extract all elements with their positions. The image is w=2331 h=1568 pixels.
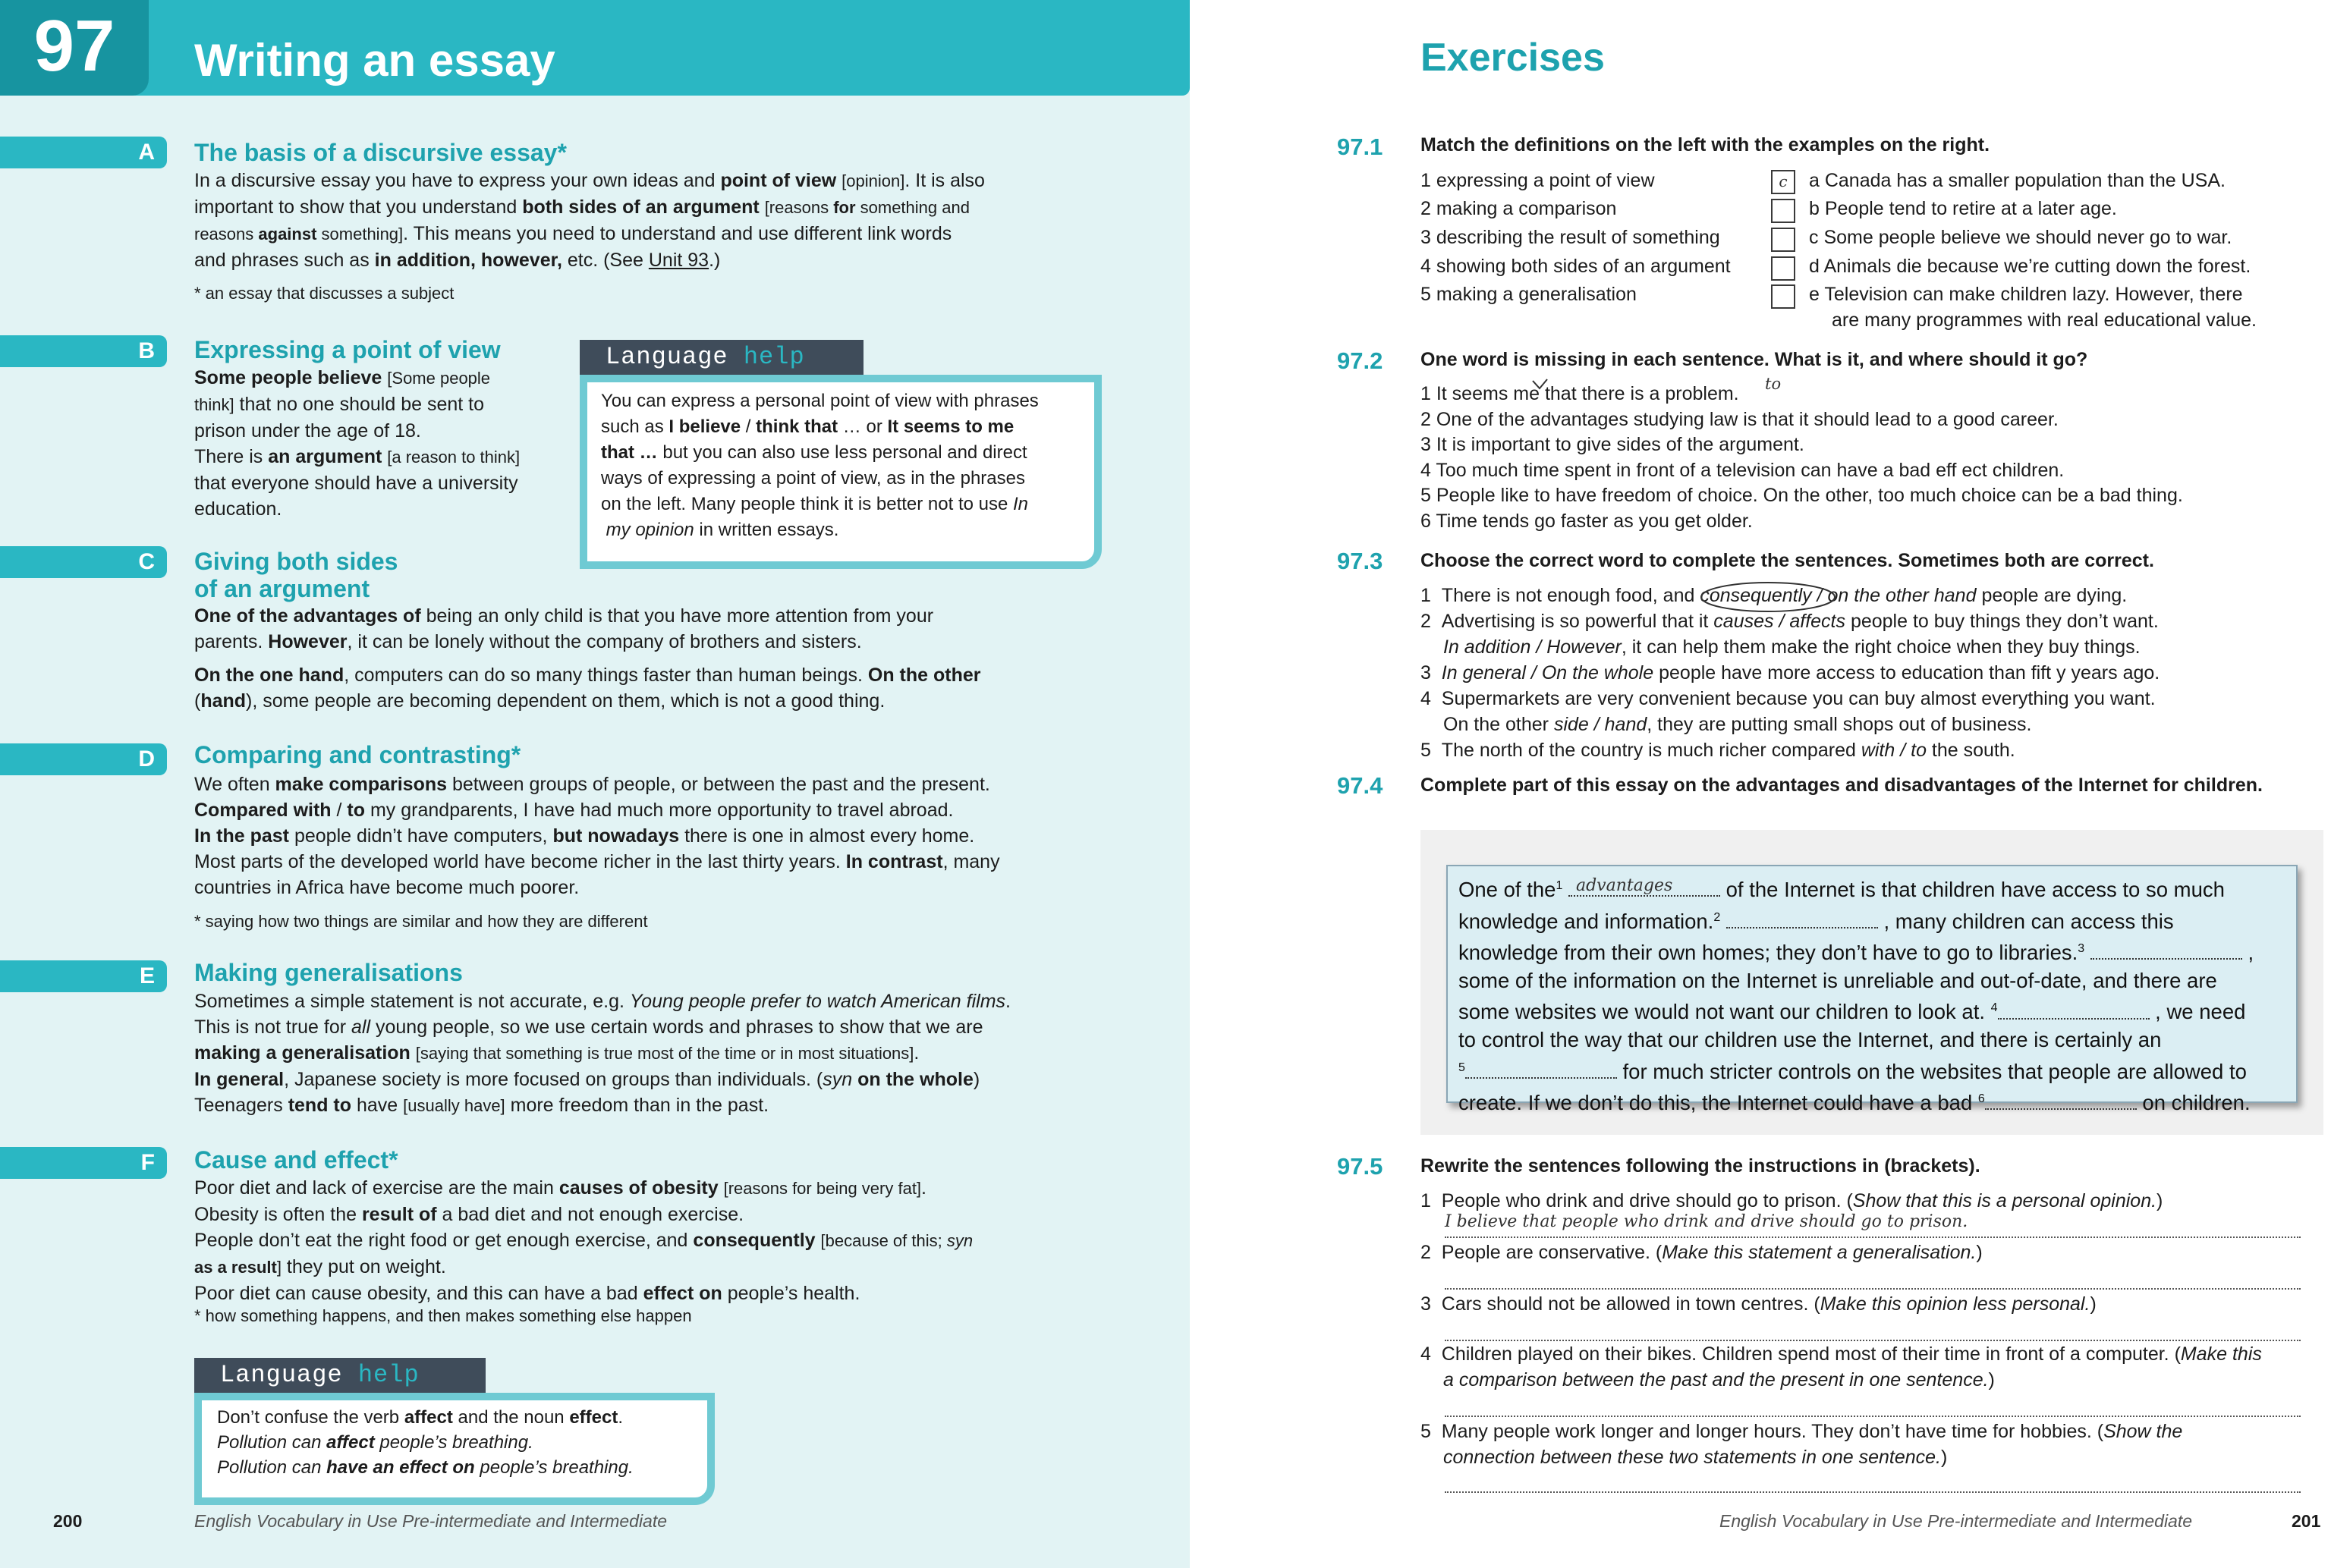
section-a-footnote: * an essay that discusses a subject bbox=[194, 284, 455, 303]
page-number-right: 201 bbox=[2292, 1511, 2321, 1531]
ex1-answer-box-4[interactable] bbox=[1771, 256, 1795, 281]
section-f-body: Poor diet and lack of exercise are the main causes of obesity [reasons for being very fat]. Obesity is often the result of a bad diet and not enough exercise. People don’t eat the right food or get enough exercise, and consequently [because of this; syn as a result] they put on weight. Poor diet can cause obesity, and this can have a bad effect on people’s health. bbox=[194, 1177, 974, 1304]
ex5-item-4: 4 Children played on their bikes. Children spend most of their time in front of a computer. (Make this a comparison between the past and the present in one sentence.) bbox=[1420, 1343, 2262, 1390]
exercise-97-2-instruction: One word is missing in each sentence. What is it, and where should it go? bbox=[1420, 349, 2088, 370]
exercise-97-5-instruction: Rewrite the sentences following the instructions in (brackets). bbox=[1420, 1155, 1980, 1177]
answer-circle-icon bbox=[1698, 580, 1838, 614]
section-f-heading: Cause and effect* bbox=[194, 1146, 398, 1174]
ex1-left-5: 5 making a generalisation bbox=[1420, 284, 1637, 305]
language-help-label-2: Language help bbox=[194, 1358, 486, 1393]
language-help-label-1: Language help bbox=[580, 340, 864, 375]
ex1-answer-box-2[interactable] bbox=[1771, 199, 1795, 223]
ex5-line-2[interactable] bbox=[1445, 1288, 2301, 1290]
ex2-item-6: 6 Time tends go faster as you get older. bbox=[1420, 511, 1753, 532]
section-a-body: In a discursive essay you have to express your own ideas and point of view [opinion]. It is also important to show that you understand both sides of an argument [reasons for something and reasons against something]. This means you need to understand and use different link words and phrases such as in addition, however, etc. (See Unit 93.) bbox=[194, 170, 985, 271]
exercise-97-4-instruction: Complete part of this essay on the advantages and disadvantages of the Internet for children. bbox=[1420, 775, 2263, 796]
section-e-heading: Making generalisations bbox=[194, 959, 463, 986]
exercises-title: Exercises bbox=[1420, 36, 1605, 80]
ex2-handwritten-answer: to bbox=[1765, 375, 1782, 393]
ex1-left-1: 1 expressing a point of view bbox=[1420, 170, 1655, 191]
ex1-left-3: 3 describing the result of something bbox=[1420, 227, 1720, 248]
ex1-right-d: d Animals die because we’re cutting down the forest. bbox=[1809, 256, 2251, 277]
ex1-right-c: c Some people believe we should never go to war. bbox=[1809, 227, 2232, 248]
section-b-body: Some people believe [Some people think] that no one should be sent to prison under the age of 18. There is an argument [a reason to think] that everyone should have a university education. bbox=[194, 367, 521, 520]
ex2-item-3: 3 It is important to give sides of the argument. bbox=[1420, 434, 1804, 455]
section-e-body: Sometimes a simple statement is not accurate, e.g. Young people prefer to watch American films. This is not true for all young people, so we use certain words and phrases to show that we are making a generalisation [saying that something is true most of the time or in most situations]. In general, Japanese society is more focused on groups than individuals. (syn on the whole) Teenagers tend to have [usually have] more freedom than in the past. bbox=[194, 991, 1011, 1116]
ex1-answer-box-3[interactable] bbox=[1771, 228, 1795, 252]
ex5-line-1[interactable] bbox=[1445, 1236, 2301, 1238]
section-letter-b: B bbox=[138, 338, 155, 363]
section-f-footnote: * how something happens, and then makes something else happen bbox=[194, 1306, 692, 1325]
exercise-97-3-instruction: Choose the correct word to complete the sentences. Sometimes both are correct. bbox=[1420, 550, 2154, 571]
section-d-body: We often make comparisons between groups of people, or between the past and the present. Compared with / to my grandparents, I have had much more opportunity to travel abroad. In the past people didn’t have computers, but nowadays there is one in almost every home. Most parts of the developed world have become richer in the last thirty years. In contrast, many countries in Africa have become much poorer. bbox=[194, 774, 1000, 898]
footer-book-title-right: English Vocabulary in Use Pre-intermediate and Intermediate bbox=[1719, 1511, 2193, 1531]
ex5-item-1: 1 People who drink and drive should go to prison. (Show that this is a personal opinion.) bbox=[1420, 1190, 2163, 1211]
section-a-heading: The basis of a discursive essay* bbox=[194, 139, 567, 166]
section-c-body: One of the advantages of being an only child is that you have more attention from your parents. However, it can be lonely without the company of brothers and sisters. On the one hand, computers can do so many things faster than human beings. On the other (hand), some people are becoming dependent on them, which is not a good thing. bbox=[194, 605, 981, 712]
exercise-number-97-1: 97.1 bbox=[1337, 134, 1383, 160]
exercise-number-97-4: 97.4 bbox=[1337, 772, 1383, 799]
ex1-right-e: e Television can make children lazy. However, there bbox=[1809, 284, 2243, 305]
exercise-97-1-instruction: Match the definitions on the left with the examples on the right. bbox=[1420, 134, 1990, 156]
section-d-footnote: * saying how two things are similar and how they are different bbox=[194, 912, 648, 931]
section-c-heading-line2: of an argument bbox=[194, 575, 370, 602]
ex5-item-5: 5 Many people work longer and longer hours. They don’t have time for hobbies. (Show the connection between these two statements in one sentence.) bbox=[1420, 1421, 2183, 1468]
insertion-caret-icon bbox=[1531, 378, 1549, 391]
ex2-item-5: 5 People like to have freedom of choice. On the other, too much choice can be a bad thing. bbox=[1420, 485, 2183, 506]
ex1-left-2: 2 making a comparison bbox=[1420, 198, 1617, 219]
ex5-line-5[interactable] bbox=[1445, 1491, 2301, 1493]
ex1-left-4: 4 showing both sides of an argument bbox=[1420, 256, 1731, 277]
exercise-number-97-5: 97.5 bbox=[1337, 1153, 1383, 1180]
ex1-answer-box-5[interactable] bbox=[1771, 284, 1795, 309]
exercise-number-97-3: 97.3 bbox=[1337, 548, 1383, 574]
ex5-item-3: 3 Cars should not be allowed in town centres. (Make this opinion less personal.) bbox=[1420, 1293, 2097, 1315]
ex2-item-1: 1 It seems me that there is a problem. bbox=[1420, 383, 1739, 404]
ex5-answer-1: I believe that people who drink and drive should go to prison. bbox=[1445, 1212, 1968, 1231]
essay-text: One of the$^1$ advantages of the Internet is that children have access to so much knowledge and information.$^2$ , many children can access this knowledge from their own homes; they don’t have to go to libraries.$^3$ , some of the information on the Internet is unreliable and out-of-date, and there are some websites we would not want our children to look at. $^4$ , we need to control the way that our children use the Internet, and there is certainly an $^5$ for much stricter controls on the websites that people are allowed to create. If we don’t do this, the Internet could have a bad $^6$ on children. bbox=[1458, 876, 2254, 1115]
section-b-heading: Expressing a point of view bbox=[194, 336, 501, 363]
ex1-answer-box-1[interactable]: c bbox=[1771, 170, 1795, 194]
ex1-right-b: b People tend to retire at a later age. bbox=[1809, 198, 2117, 219]
page-number-left: 200 bbox=[53, 1511, 83, 1531]
ex2-item-4: 4 Too much time spent in front of a television can have a bad eff ect children. bbox=[1420, 460, 2065, 481]
section-letter-d: D bbox=[138, 746, 155, 771]
section-letter-f: F bbox=[140, 1150, 155, 1175]
exercise-number-97-2: 97.2 bbox=[1337, 347, 1383, 374]
ex5-line-4[interactable] bbox=[1445, 1416, 2301, 1417]
section-d-heading: Comparing and contrasting* bbox=[194, 741, 521, 768]
ex3-items: 1 There is not enough food, and consequently / on the other hand people are dying. 2 Advertising is so powerful that it causes / affects people to buy things they don’t want. In addition / However, it can help them make the right choice when they buy things. 3 In general / On the whole people have more access to education than fift y years ago. 4 Supermarkets are very convenient because you can buy almost everything you want. On the other side / hand, they are putting small shops out of business. 5 The north of the country is much richer compared with / to the south. bbox=[1420, 585, 2160, 761]
ex5-item-2: 2 People are conservative. (Make this statement a generalisation.) bbox=[1420, 1242, 1983, 1263]
unit-title: Writing an essay bbox=[194, 35, 555, 86]
footer-book-title-left: English Vocabulary in Use Pre-intermediate and Intermediate bbox=[194, 1511, 668, 1531]
ex2-item-2: 2 One of the advantages studying law is that it should lead to a good career. bbox=[1420, 409, 2059, 430]
section-letter-c: C bbox=[138, 549, 155, 574]
unit-number: 97 bbox=[33, 5, 115, 86]
section-letter-a: A bbox=[138, 140, 155, 165]
language-help-text-2: Don’t confuse the verb affect and the noun effect. Pollution can affect people’s breathing. Pollution can have an effect on people’s breathing. bbox=[217, 1407, 634, 1478]
ex1-right-e-cont: are many programmes with real educational value. bbox=[1832, 310, 2257, 331]
ex1-right-a: a Canada has a smaller population than the USA. bbox=[1809, 170, 2226, 191]
section-letter-e: E bbox=[139, 963, 155, 988]
unit-header-bar bbox=[0, 0, 1190, 96]
language-help-text-1: You can express a personal point of view with phrases such as I believe / think that … or It seems to me that … but you can also use less personal and direct ways of expressing a point of view, as in the phrases on the left. Many people think it is better not to use In my opinion in written essays. bbox=[601, 391, 1039, 540]
section-c-heading-line1: Giving both sides bbox=[194, 548, 398, 575]
